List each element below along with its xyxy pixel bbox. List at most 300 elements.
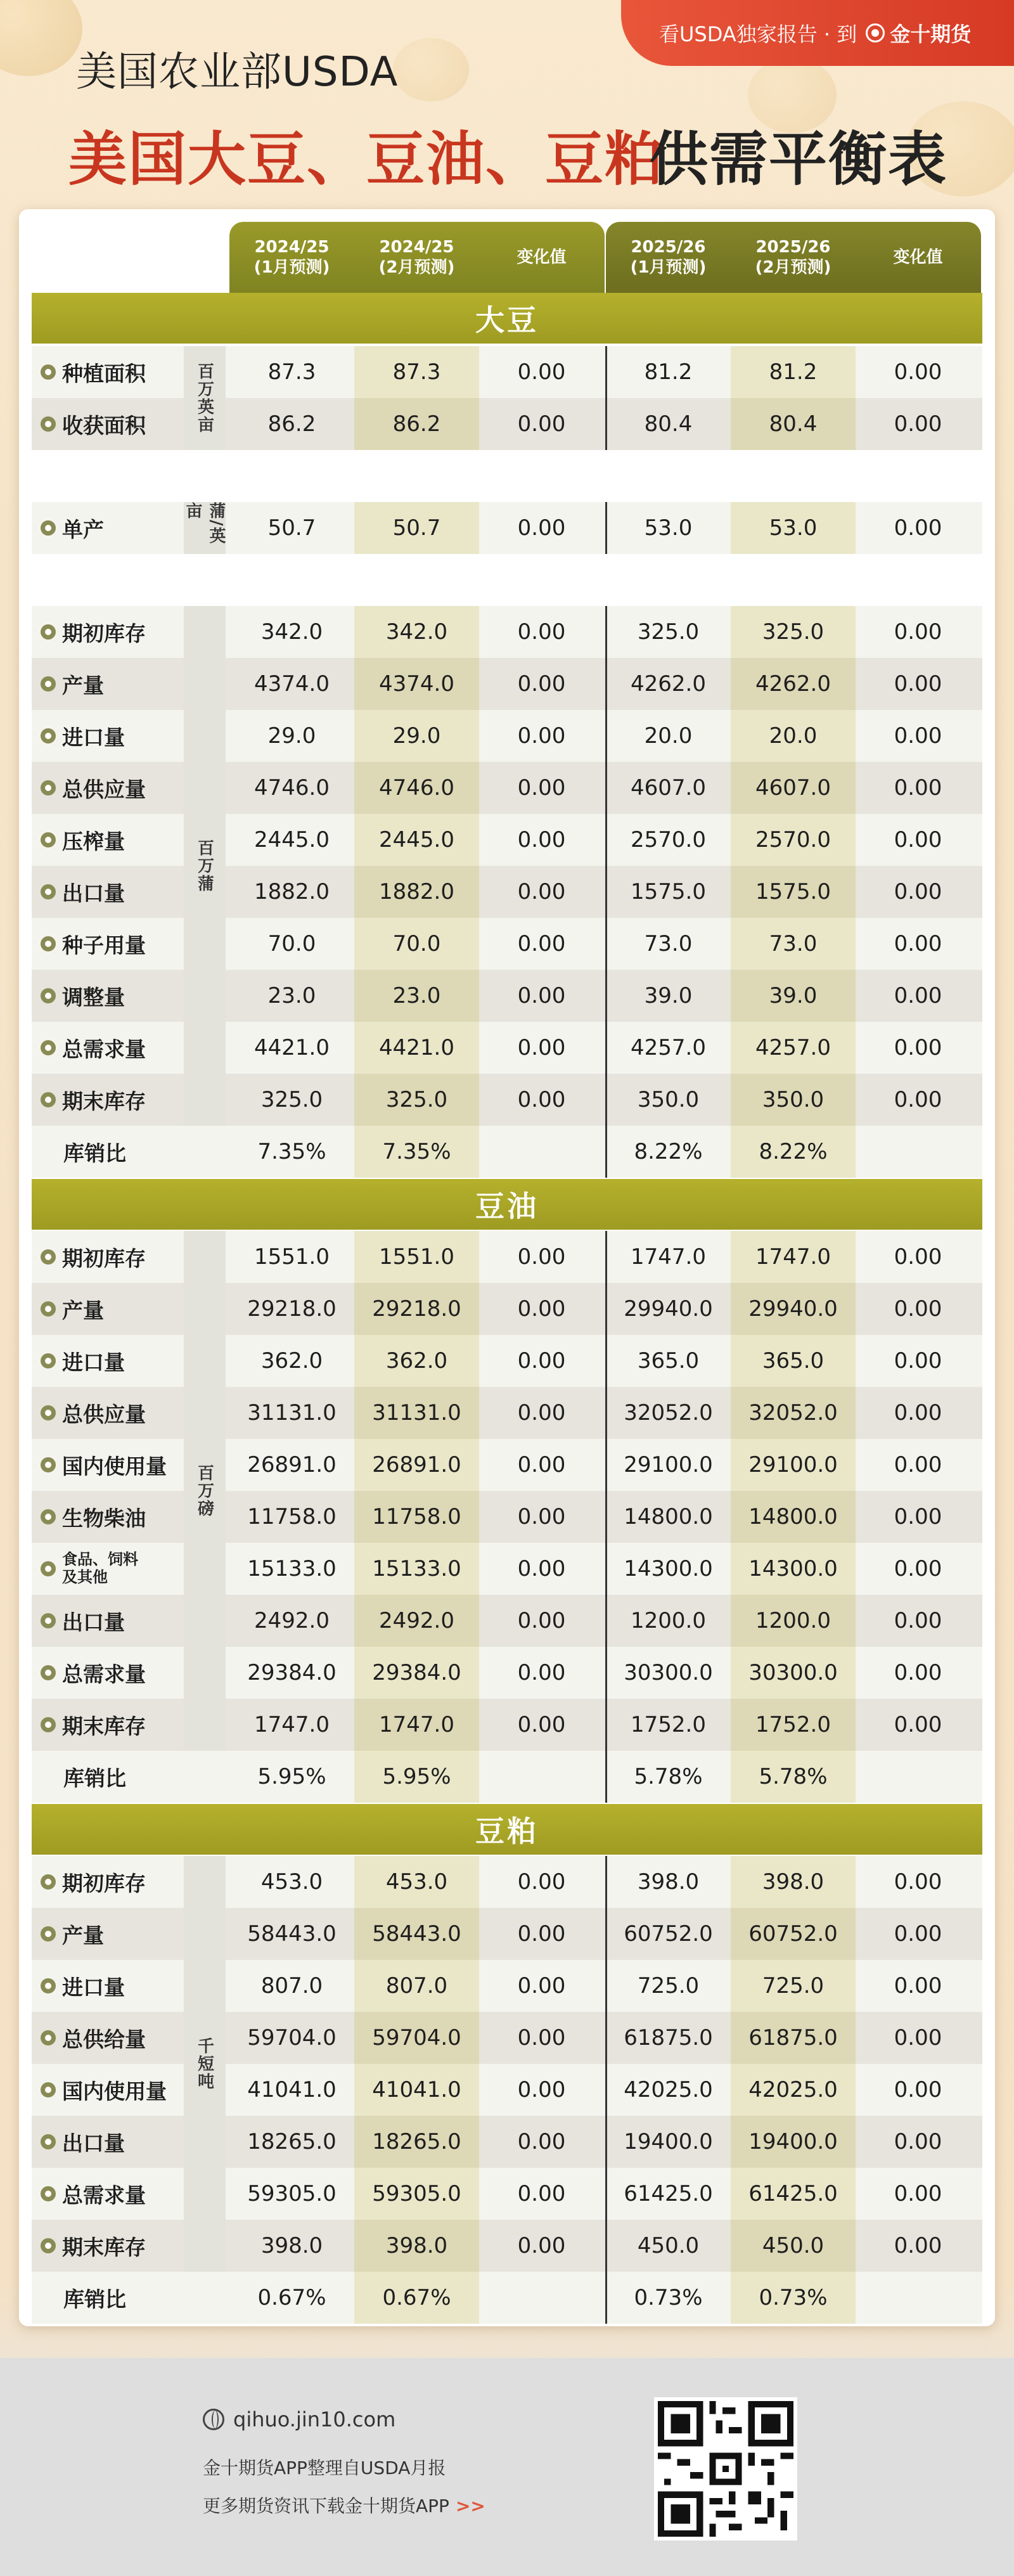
row-label: [32, 814, 184, 866]
table-row: [32, 866, 982, 918]
table-cell: 0.67%: [257, 2285, 326, 2310]
row-label: [32, 1647, 184, 1699]
table-cell: 14300.0: [748, 1556, 838, 1581]
export-icon: [41, 884, 56, 899]
row-label-text: 出口量: [62, 2130, 125, 2156]
table-cell: 42025.0: [748, 2077, 838, 2103]
table-cell: 1575.0: [631, 879, 706, 905]
page-title-main: 美国大豆、豆油、豆粕: [68, 125, 665, 193]
row-label-text: 压榨量: [62, 828, 125, 854]
row-label-text: 产量: [62, 673, 104, 698]
table-cell: 1747.0: [254, 1712, 330, 1737]
table-row: [32, 2064, 982, 2116]
row-label: [32, 1751, 184, 1803]
row-label-text: 食品、饲料及其他: [62, 1550, 138, 1586]
table-cell: 362.0: [260, 1348, 323, 1374]
table-cell: [479, 1126, 604, 1178]
table-cell: 0.00: [894, 1973, 942, 1999]
column-divider: [605, 502, 607, 554]
table-row: [32, 2012, 982, 2064]
column-header-cell: 变化值: [893, 247, 943, 267]
table-cell: 0.00: [517, 671, 566, 697]
adjust-icon: [41, 988, 56, 1003]
table-cell: 1551.0: [379, 1244, 454, 1270]
table-cell: 725.0: [637, 1973, 700, 1999]
table-cell: 342.0: [385, 619, 448, 645]
table-cell: 1575.0: [755, 879, 831, 905]
column-header-2024-25: [229, 222, 605, 293]
table-row: [32, 1960, 982, 2012]
box-icon: [41, 1249, 56, 1265]
table-cell: 4607.0: [631, 775, 706, 801]
row-label: [32, 1856, 184, 1908]
table-cell: 0.00: [517, 2077, 566, 2103]
table-cell: 0.00: [894, 1400, 942, 1426]
unit-label: 百万磅: [184, 1231, 226, 1751]
table-cell: 31131.0: [247, 1400, 337, 1426]
table-cell: 365.0: [637, 1348, 700, 1374]
page-header: [0, 0, 1014, 209]
table-cell: 39.0: [644, 983, 693, 1008]
table-row: [32, 1335, 982, 1387]
table-cell: 7.35%: [382, 1139, 451, 1164]
arrow-icon: >>: [455, 2496, 485, 2516]
table-row: [32, 606, 982, 658]
table-cell: 0.00: [894, 1452, 942, 1478]
table-cell: 8.22%: [634, 1139, 703, 1164]
table-cell: 61875.0: [748, 2025, 838, 2051]
table-cell: 0.00: [517, 1869, 566, 1895]
table-cell: 0.00: [894, 723, 942, 749]
table-cell: 0.00: [894, 1244, 942, 1270]
table-cell: 14800.0: [748, 1504, 838, 1530]
table-row: [32, 2168, 982, 2220]
table-cell: [479, 2272, 604, 2324]
table-cell: 53.0: [769, 515, 818, 541]
demand-icon: [41, 2186, 56, 2201]
table-row: [32, 346, 982, 398]
column-divider: [605, 1856, 607, 2324]
table-row: [32, 710, 982, 762]
table-cell: 15133.0: [372, 1556, 461, 1581]
table-row: [32, 1283, 982, 1335]
table-cell: 0.00: [894, 1712, 942, 1737]
table-cell: 41041.0: [372, 2077, 461, 2103]
table-cell: 29.0: [267, 723, 316, 749]
table-cell: 70.0: [392, 931, 441, 956]
footer-source-text: 金十期货APP整理自USDA月报: [203, 2457, 446, 2478]
table-cell: 4607.0: [755, 775, 831, 801]
table-cell: 1747.0: [379, 1712, 454, 1737]
table-cell: 87.3: [267, 359, 316, 385]
table-cell: 58443.0: [372, 1921, 461, 1947]
table-row: [32, 398, 982, 450]
table-cell: 7.35%: [257, 1139, 326, 1164]
website-url: qihuo.jin10.com: [233, 2407, 396, 2431]
table-cell: 11758.0: [247, 1504, 337, 1530]
table-cell: 0.00: [894, 1296, 942, 1322]
column-divider: [605, 1231, 607, 1803]
section-header-soymeal: 豆粕: [32, 1804, 982, 1855]
row-label-text: 收获面积: [62, 413, 146, 438]
table-cell: 50.7: [267, 515, 316, 541]
table-cell: 73.0: [644, 931, 693, 956]
row-label: [32, 606, 184, 658]
table-cell: 0.00: [517, 879, 566, 905]
row-label: [32, 658, 184, 710]
table-cell: 2445.0: [254, 827, 330, 853]
table-cell: 29100.0: [624, 1452, 713, 1478]
table-cell: 1752.0: [755, 1712, 831, 1737]
table-cell: 0.00: [517, 1608, 566, 1633]
table-cell: 0.73%: [759, 2285, 828, 2310]
qr-code-icon: [654, 2397, 797, 2541]
yield-icon: [41, 520, 56, 536]
factory-icon: [41, 1301, 56, 1317]
table-row: [32, 1751, 982, 1803]
section-header-soybean: 大豆: [32, 293, 982, 344]
table-cell: 4374.0: [254, 671, 330, 697]
unit-label: 百万蒲: [184, 606, 226, 1126]
row-label-text: 出口量: [62, 880, 125, 906]
globe-icon: [203, 2409, 224, 2430]
footer-download-text[interactable]: 更多期货资讯下载金十期货APP >>: [203, 2496, 485, 2516]
table-cell: 86.2: [392, 411, 441, 437]
table-row: [32, 1387, 982, 1439]
table-cell: 18265.0: [247, 2129, 337, 2154]
row-label-text: 总需求量: [62, 1036, 146, 1062]
row-label: [32, 1022, 184, 1074]
table-cell: 0.00: [894, 619, 942, 645]
row-label: [32, 1908, 184, 1960]
table-cell: 5.95%: [257, 1764, 326, 1789]
table-cell: 0.00: [894, 775, 942, 801]
table-cell: 0.00: [517, 827, 566, 853]
supply-icon: [41, 1405, 56, 1420]
table-cell: 4421.0: [379, 1035, 454, 1060]
row-label-text: 种植面积: [62, 361, 146, 386]
table-cell: 0.00: [517, 619, 566, 645]
table-cell: 0.00: [517, 2025, 566, 2051]
domestic-icon: [41, 1457, 56, 1472]
table-cell: [479, 1751, 604, 1803]
page-subtitle: 美国农业部USDA: [76, 49, 399, 96]
table-row: [32, 1231, 982, 1283]
table-cell: 0.00: [517, 1087, 566, 1112]
table-cell: 60752.0: [748, 1921, 838, 1947]
row-label-text: 总供应量: [62, 776, 146, 802]
table-cell: 19400.0: [748, 2129, 838, 2154]
table-cell: 0.00: [894, 827, 942, 853]
table-cell: 807.0: [260, 1973, 323, 1999]
unit-label: 千短吨: [184, 1856, 226, 2272]
table-cell: 70.0: [267, 931, 316, 956]
row-label-text: 期初库存: [62, 1246, 146, 1271]
table-cell: 29218.0: [247, 1296, 337, 1322]
table-row: [32, 1439, 982, 1491]
table-cell: 342.0: [260, 619, 323, 645]
row-label: [32, 2064, 184, 2116]
table-cell: 0.00: [894, 2129, 942, 2154]
table-cell: 2570.0: [631, 827, 706, 853]
row-label-text: 总供给量: [62, 2026, 146, 2052]
row-label: [32, 1231, 184, 1283]
table-cell: 0.00: [517, 1973, 566, 1999]
table-cell: 30300.0: [624, 1660, 713, 1685]
table-cell: 450.0: [637, 2233, 700, 2258]
table-cell: 1747.0: [755, 1244, 831, 1270]
table-cell: 80.4: [644, 411, 693, 437]
table-cell: 0.00: [517, 359, 566, 385]
table-cell: 365.0: [762, 1348, 825, 1374]
table-cell: 0.00: [894, 2181, 942, 2206]
box-icon: [41, 1874, 56, 1890]
row-label: [32, 2272, 184, 2324]
table-cell: 39.0: [769, 983, 818, 1008]
row-label: [32, 2012, 184, 2064]
table-row: [32, 1543, 982, 1595]
column-header-cell: 2025/26 (2月预测): [755, 237, 831, 277]
unit-label: 百万英亩: [184, 346, 226, 450]
row-label: [32, 2116, 184, 2168]
table-cell: 2492.0: [254, 1608, 330, 1633]
table-cell: 41041.0: [247, 2077, 337, 2103]
table-cell: 4746.0: [254, 775, 330, 801]
table-cell: 23.0: [267, 983, 316, 1008]
brand-logo-icon: [866, 23, 885, 42]
supply-icon: [41, 2030, 56, 2045]
row-label-text: 期初库存: [62, 1871, 146, 1896]
table-cell: 73.0: [769, 931, 818, 956]
table-cell: 0.00: [894, 2233, 942, 2258]
website-link[interactable]: [203, 2407, 395, 2431]
table-cell: 0.00: [894, 1869, 942, 1895]
promo-brand: 金十期货: [890, 22, 972, 46]
table-cell: 0.00: [894, 1921, 942, 1947]
table-cell: 1752.0: [631, 1712, 706, 1737]
row-label-text: 期末库存: [62, 2234, 146, 2260]
table-row: [32, 502, 982, 554]
table-row: [32, 2272, 982, 2324]
column-divider: [605, 346, 607, 450]
table-cell: 86.2: [267, 411, 316, 437]
table-cell: 0.00: [517, 775, 566, 801]
table-cell: 0.00: [894, 1660, 942, 1685]
table-cell: 26891.0: [372, 1452, 461, 1478]
column-divider: [605, 606, 607, 1178]
domestic-icon: [41, 2082, 56, 2097]
table-cell: 0.00: [517, 1452, 566, 1478]
table-cell: 32052.0: [624, 1400, 713, 1426]
table-row: [32, 1491, 982, 1543]
table-row: [32, 1699, 982, 1751]
page-footer: [0, 2358, 1014, 2576]
table-cell: 398.0: [637, 1869, 700, 1895]
table-cell: 4746.0: [379, 775, 454, 801]
table-cell: 0.00: [517, 1921, 566, 1947]
export-icon: [41, 2134, 56, 2149]
table-cell: 2570.0: [755, 827, 831, 853]
table-cell: 4421.0: [254, 1035, 330, 1060]
table-cell: 19400.0: [624, 2129, 713, 2154]
row-label: [32, 710, 184, 762]
table-cell: 29.0: [392, 723, 441, 749]
table-cell: 5.95%: [382, 1764, 451, 1789]
column-header-cell: 2024/25 (2月预测): [378, 237, 455, 277]
table-cell: 81.2: [769, 359, 818, 385]
table-cell: 4262.0: [631, 671, 706, 697]
table-row: [32, 658, 982, 710]
table-row: [32, 814, 982, 866]
table-cell: [856, 1126, 980, 1178]
row-label-text: 总需求量: [62, 1661, 146, 1687]
table-cell: 32052.0: [748, 1400, 838, 1426]
box-icon: [41, 624, 56, 640]
table-cell: 23.0: [392, 983, 441, 1008]
table-cell: 53.0: [644, 515, 693, 541]
table-cell: 398.0: [762, 1869, 825, 1895]
table-cell: 2492.0: [379, 1608, 454, 1633]
stock-icon: [41, 1717, 56, 1732]
table-cell: 0.00: [517, 2181, 566, 2206]
table-cell: 0.67%: [382, 2285, 451, 2310]
table-cell: 0.00: [894, 931, 942, 956]
table-cell: 0.00: [894, 2077, 942, 2103]
row-label: [32, 1491, 184, 1543]
table-cell: [856, 2272, 980, 2324]
table-row: [32, 1908, 982, 1960]
table-cell: 1200.0: [631, 1608, 706, 1633]
table-cell: 0.00: [517, 931, 566, 956]
supply-icon: [41, 780, 56, 795]
promo-ribbon[interactable]: [621, 0, 1014, 66]
table-cell: 26891.0: [247, 1452, 337, 1478]
table-cell: 29940.0: [748, 1296, 838, 1322]
table-cell: 11758.0: [372, 1504, 461, 1530]
row-label-text: 期初库存: [62, 621, 146, 646]
table-cell: 4262.0: [755, 671, 831, 697]
table-cell: 4374.0: [379, 671, 454, 697]
table-cell: 20.0: [644, 723, 693, 749]
row-label-text: 国内使用量: [62, 1453, 167, 1479]
table-cell: 0.00: [517, 2233, 566, 2258]
row-label: [32, 1699, 184, 1751]
table-cell: 398.0: [385, 2233, 448, 2258]
row-label: [32, 866, 184, 918]
row-label-text: 单产: [62, 517, 104, 542]
table-cell: 0.00: [517, 1660, 566, 1685]
table-cell: 50.7: [392, 515, 441, 541]
seed-icon: [41, 936, 56, 951]
row-label-text: 期末库存: [62, 1713, 146, 1739]
table-cell: 325.0: [762, 619, 825, 645]
table-cell: 14800.0: [624, 1504, 713, 1530]
table-cell: 0.00: [517, 983, 566, 1008]
table-cell: 29940.0: [624, 1296, 713, 1322]
row-label-text: 进口量: [62, 1349, 125, 1375]
table-cell: 0.00: [894, 1035, 942, 1060]
table-cell: 58443.0: [247, 1921, 337, 1947]
table-cell: 29384.0: [372, 1660, 461, 1685]
table-cell: 60752.0: [624, 1921, 713, 1947]
row-label-text: 种子用量: [62, 932, 146, 958]
factory-icon: [41, 1926, 56, 1942]
table-cell: 0.00: [894, 671, 942, 697]
table-row: [32, 1647, 982, 1699]
table-cell: 0.00: [894, 515, 942, 541]
press-icon: [41, 832, 56, 847]
table-cell: 1882.0: [254, 879, 330, 905]
table-cell: 0.00: [517, 2129, 566, 2154]
unit-label: 蒲/英亩: [184, 502, 226, 554]
table-cell: 0.00: [517, 1504, 566, 1530]
table-cell: 42025.0: [624, 2077, 713, 2103]
table-cell: 29384.0: [247, 1660, 337, 1685]
table-cell: 59305.0: [247, 2181, 337, 2206]
row-label-text: 国内使用量: [62, 2078, 167, 2104]
table-cell: 29218.0: [372, 1296, 461, 1322]
table-row: [32, 2116, 982, 2168]
table-cell: 1747.0: [631, 1244, 706, 1270]
row-label-text: 进口量: [62, 724, 125, 750]
table-cell: 0.00: [894, 1504, 942, 1530]
table-cell: 0.00: [517, 1400, 566, 1426]
table-cell: 350.0: [637, 1087, 700, 1112]
table-cell: 31131.0: [372, 1400, 461, 1426]
row-label: [32, 762, 184, 814]
table-cell: 1200.0: [755, 1608, 831, 1633]
table-cell: 1551.0: [254, 1244, 330, 1270]
table-cell: 807.0: [385, 1973, 448, 1999]
table-cell: 30300.0: [748, 1660, 838, 1685]
row-label-text: 产量: [62, 1922, 104, 1948]
table-cell: 61875.0: [624, 2025, 713, 2051]
table-cell: 4257.0: [755, 1035, 831, 1060]
table-cell: 0.00: [894, 879, 942, 905]
row-label: [32, 1126, 184, 1178]
table-cell: 0.00: [894, 359, 942, 385]
row-label: [32, 1960, 184, 2012]
table-cell: 61425.0: [624, 2181, 713, 2206]
column-header-cell: 变化值: [517, 247, 567, 267]
table-cell: 59704.0: [247, 2025, 337, 2051]
table-cell: 0.00: [894, 1348, 942, 1374]
table-cell: 0.00: [894, 411, 942, 437]
table-cell: 8.22%: [759, 1139, 828, 1164]
table-cell: 0.00: [517, 1556, 566, 1581]
import-icon: [41, 1978, 56, 1993]
table-cell: 0.00: [517, 1244, 566, 1270]
table-cell: 350.0: [762, 1087, 825, 1112]
table-row: [32, 1022, 982, 1074]
table-cell: 1882.0: [379, 879, 454, 905]
row-label: [32, 1283, 184, 1335]
table-cell: 80.4: [769, 411, 818, 437]
harvest-icon: [41, 416, 56, 432]
table-row: [32, 2220, 982, 2272]
table-cell: 20.0: [769, 723, 818, 749]
table-cell: 450.0: [762, 2233, 825, 2258]
row-label-text: 总需求量: [62, 2182, 146, 2208]
import-icon: [41, 1353, 56, 1368]
table-cell: 0.00: [894, 1608, 942, 1633]
food-icon: [41, 1561, 56, 1576]
table-cell: 0.00: [894, 983, 942, 1008]
table-row: [32, 1126, 982, 1178]
row-label-text: 出口量: [62, 1609, 125, 1635]
table-cell: 362.0: [385, 1348, 448, 1374]
page-title-secondary: 供需平衡表: [650, 125, 948, 193]
